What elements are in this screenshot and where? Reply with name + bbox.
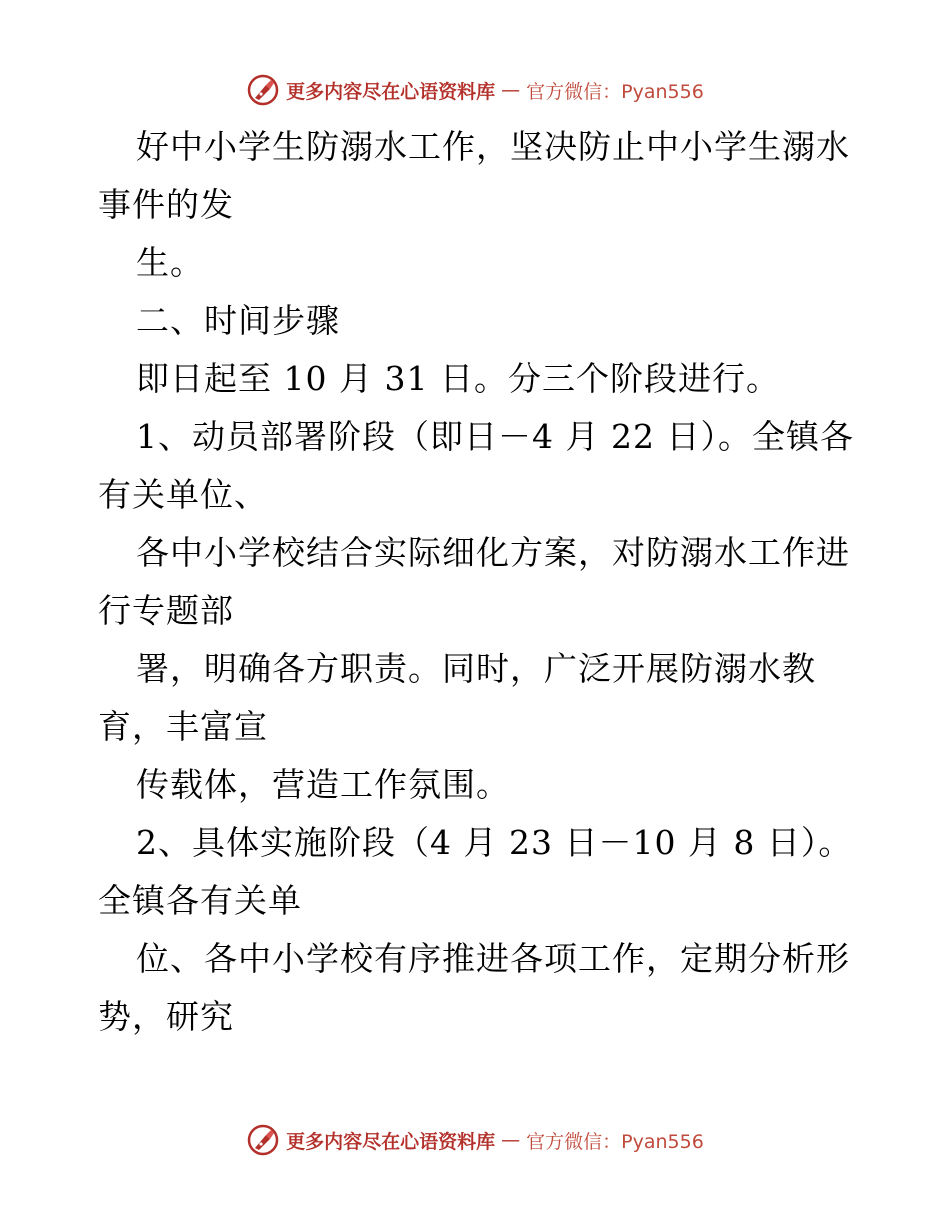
pen-nib-logo-icon bbox=[246, 73, 280, 107]
text-line: 育，丰富宣 bbox=[98, 707, 268, 746]
header-banner-dash: — bbox=[501, 79, 521, 101]
footer-banner bbox=[0, 1120, 950, 1160]
text-line: 署，明确各方职责。同时，广泛开展防溺水教 bbox=[136, 649, 816, 688]
text-line: 传载体，营造工作氛围。 bbox=[136, 765, 510, 804]
text-line: 好中小学生防溺水工作，坚决防止中小学生溺水 bbox=[136, 127, 850, 166]
header-banner-tail: 官方微信：Pyan556 bbox=[526, 80, 704, 103]
footer-banner-tail: 官方微信：Pyan556 bbox=[526, 1130, 704, 1153]
text-line: 1、动员部署阶段（即日－4 月 22 日）。全镇各 bbox=[136, 417, 854, 456]
section-heading: 二、时间步骤 bbox=[136, 301, 340, 340]
text-line: 生。 bbox=[136, 243, 204, 282]
text-line: 势，研究 bbox=[98, 997, 234, 1036]
text-line: 位、各中小学校有序推进各项工作，定期分析形 bbox=[136, 939, 850, 978]
footer-banner-main: 更多内容尽在心语资料库 bbox=[286, 1130, 496, 1153]
footer-banner-dash: — bbox=[501, 1129, 521, 1151]
body-text bbox=[98, 118, 858, 1046]
text-line: 2、具体实施阶段（4 月 23 日－10 月 8 日）。 bbox=[136, 823, 853, 862]
text-line: 即日起至 10 月 31 日。分三个阶段进行。 bbox=[136, 359, 780, 398]
text-line: 各中小学校结合实际细化方案，对防溺水工作进 bbox=[136, 533, 850, 572]
pen-nib-logo-icon bbox=[246, 1123, 280, 1157]
header-banner bbox=[0, 70, 950, 110]
text-line: 全镇各有关单 bbox=[98, 881, 302, 920]
text-line: 有关单位、 bbox=[98, 475, 268, 514]
text-line: 事件的发 bbox=[98, 185, 234, 224]
text-line: 行专题部 bbox=[98, 591, 234, 630]
header-banner-main: 更多内容尽在心语资料库 bbox=[286, 80, 496, 103]
